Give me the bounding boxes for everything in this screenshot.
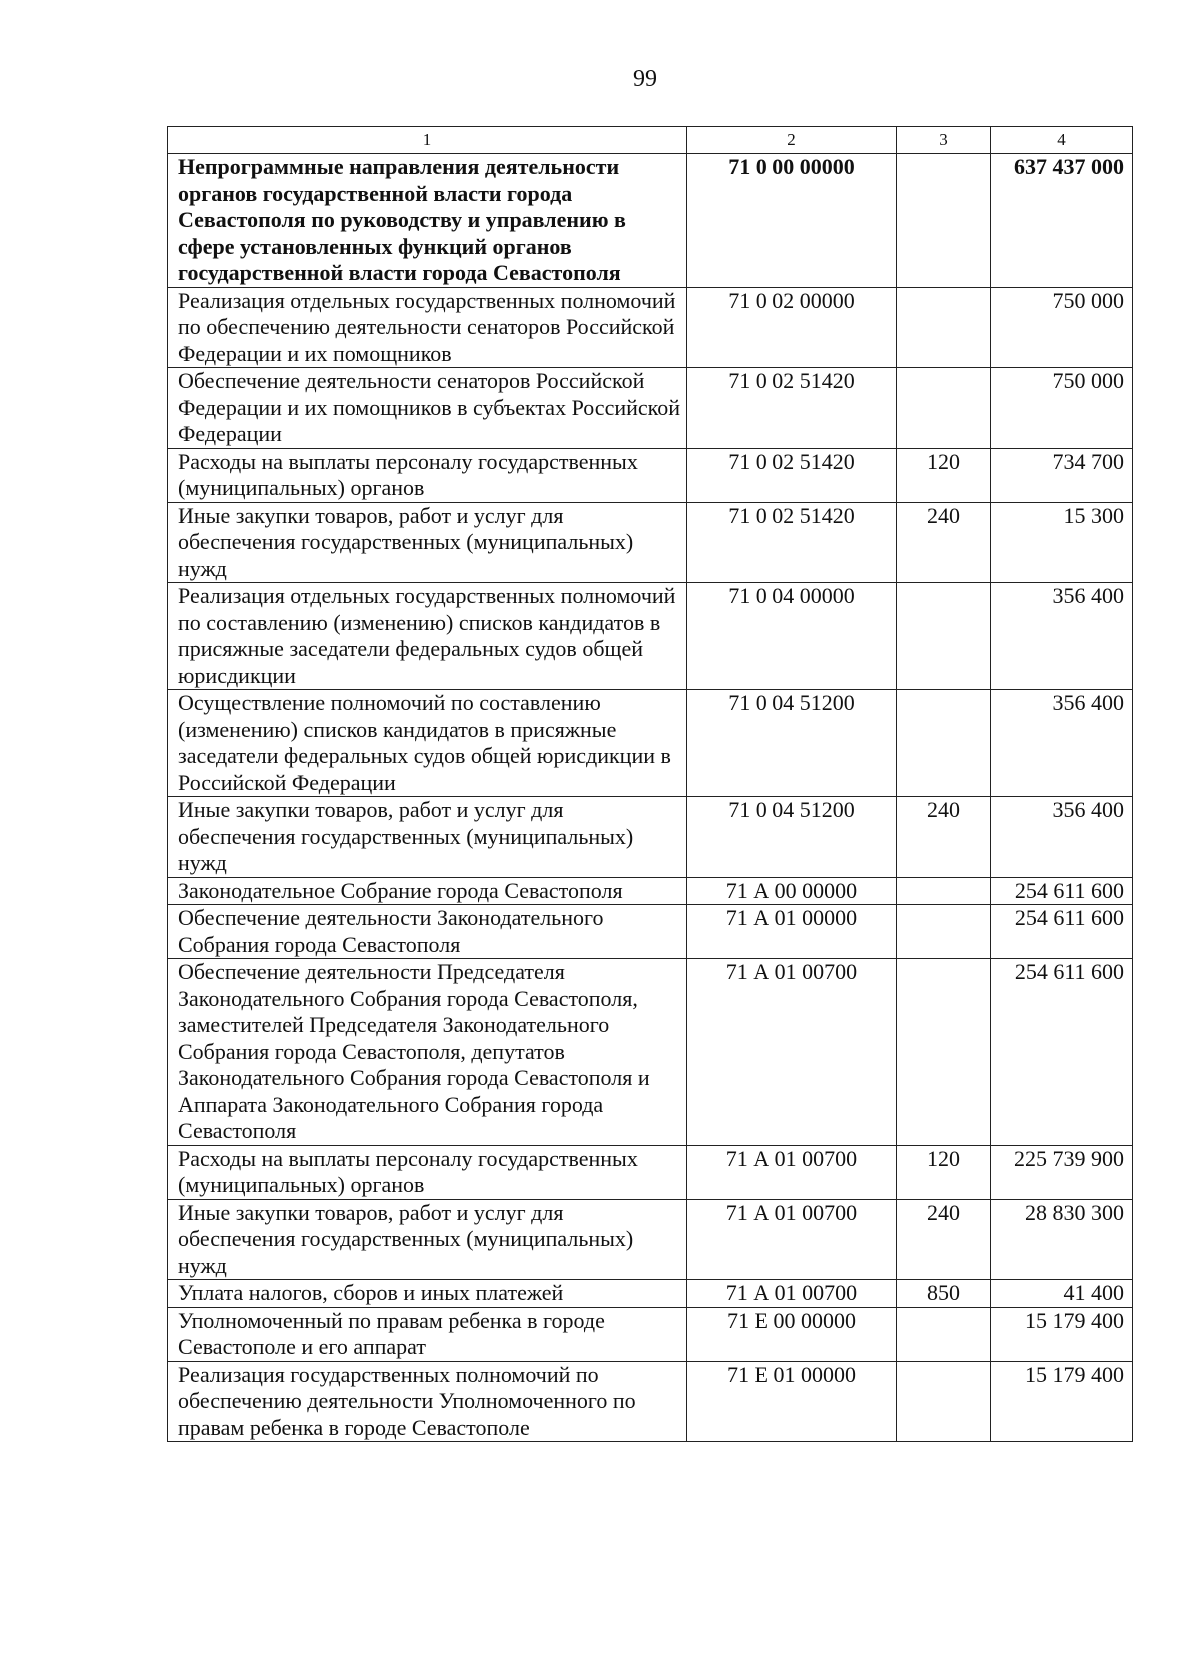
- header-col-1: 1: [168, 127, 687, 154]
- row-expense-type: [897, 1361, 991, 1442]
- row-amount: 254 611 600: [991, 877, 1133, 905]
- row-amount: 28 830 300: [991, 1199, 1133, 1280]
- table-row: [168, 1307, 1133, 1361]
- table-row: [168, 154, 1133, 288]
- row-amount: 225 739 900: [991, 1145, 1133, 1199]
- page-number: 99: [633, 66, 657, 92]
- row-amount: 15 300: [991, 502, 1133, 583]
- row-code: 71 0 02 51420: [687, 448, 897, 502]
- row-name: Обеспечение деятельности Законодательного Собрания города Севастополя: [168, 905, 687, 959]
- row-name: Непрограммные направления деятельности органов государственной власти города Севастополя по руководству и управлению в сфере установленных функций органов государственной власти города Севастополя: [168, 154, 687, 288]
- table-row: [168, 1145, 1133, 1199]
- row-code: 71 А 01 00000: [687, 905, 897, 959]
- row-expense-type: 120: [897, 448, 991, 502]
- row-code: 71 0 02 00000: [687, 287, 897, 368]
- table-row: [168, 1199, 1133, 1280]
- row-expense-type: [897, 287, 991, 368]
- row-expense-type: 240: [897, 502, 991, 583]
- row-code: 71 Е 01 00000: [687, 1361, 897, 1442]
- row-expense-type: [897, 154, 991, 288]
- row-code: 71 А 01 00700: [687, 959, 897, 1146]
- row-code: 71 А 01 00700: [687, 1280, 897, 1308]
- row-name: Уполномоченный по правам ребенка в городе Севастополе и его аппарат: [168, 1307, 687, 1361]
- row-code: 71 А 01 00700: [687, 1145, 897, 1199]
- row-amount: 637 437 000: [991, 154, 1133, 288]
- row-amount: 254 611 600: [991, 959, 1133, 1146]
- table-row: [168, 583, 1133, 690]
- table-row: [168, 502, 1133, 583]
- row-name: Реализация отдельных государственных полномочий по обеспечению деятельности сенаторов Российской Федерации и их помощников: [168, 287, 687, 368]
- row-expense-type: [897, 905, 991, 959]
- row-name: Уплата налогов, сборов и иных платежей: [168, 1280, 687, 1308]
- budget-table: [167, 126, 1133, 1442]
- row-code: 71 0 00 00000: [687, 154, 897, 288]
- row-amount: 734 700: [991, 448, 1133, 502]
- header-row: [168, 127, 1133, 154]
- row-code: 71 Е 00 00000: [687, 1307, 897, 1361]
- row-amount: 356 400: [991, 797, 1133, 878]
- header-col-4: 4: [991, 127, 1133, 154]
- row-code: 71 А 01 00700: [687, 1199, 897, 1280]
- row-name: Реализация государственных полномочий по обеспечению деятельности Уполномоченного по правам ребенка в городе Севастополе: [168, 1361, 687, 1442]
- row-name: Иные закупки товаров, работ и услуг для обеспечения государственных (муниципальных) нужд: [168, 502, 687, 583]
- header-col-2: 2: [687, 127, 897, 154]
- table-row: [168, 1361, 1133, 1442]
- row-amount: 15 179 400: [991, 1307, 1133, 1361]
- row-expense-type: [897, 877, 991, 905]
- row-expense-type: 120: [897, 1145, 991, 1199]
- row-name: Обеспечение деятельности сенаторов Российской Федерации и их помощников в субъектах Российской Федерации: [168, 368, 687, 449]
- row-name: Законодательное Собрание города Севастополя: [168, 877, 687, 905]
- row-code: 71 0 02 51420: [687, 502, 897, 583]
- row-expense-type: [897, 368, 991, 449]
- row-amount: 356 400: [991, 690, 1133, 797]
- row-expense-type: 240: [897, 797, 991, 878]
- row-expense-type: 850: [897, 1280, 991, 1308]
- row-expense-type: 240: [897, 1199, 991, 1280]
- row-amount: 15 179 400: [991, 1361, 1133, 1442]
- row-name: Обеспечение деятельности Председателя Законодательного Собрания города Севастополя, заместителей Председателя Законодательного Собрания города Севастополя, депутатов Законодательного Собрания города Севастополя и Аппарата Законодательного Собрания города Севастополя: [168, 959, 687, 1146]
- header-col-3: 3: [897, 127, 991, 154]
- row-amount: 254 611 600: [991, 905, 1133, 959]
- row-code: 71 0 04 00000: [687, 583, 897, 690]
- row-code: 71 0 04 51200: [687, 690, 897, 797]
- row-name: Реализация отдельных государственных полномочий по составлению (изменению) списков кандидатов в присяжные заседатели федеральных судов общей юрисдикции: [168, 583, 687, 690]
- row-amount: 41 400: [991, 1280, 1133, 1308]
- row-name: Расходы на выплаты персоналу государственных (муниципальных) органов: [168, 1145, 687, 1199]
- table-row: [168, 287, 1133, 368]
- row-amount: 750 000: [991, 287, 1133, 368]
- row-name: Осуществление полномочий по составлению (изменению) списков кандидатов в присяжные заседатели федеральных судов общей юрисдикции в Российской Федерации: [168, 690, 687, 797]
- row-expense-type: [897, 690, 991, 797]
- row-expense-type: [897, 583, 991, 690]
- row-amount: 356 400: [991, 583, 1133, 690]
- row-name: Расходы на выплаты персоналу государственных (муниципальных) органов: [168, 448, 687, 502]
- table-row: [168, 448, 1133, 502]
- row-code: 71 А 00 00000: [687, 877, 897, 905]
- row-expense-type: [897, 1307, 991, 1361]
- budget-table-body: [168, 154, 1133, 1442]
- table-row: [168, 877, 1133, 905]
- table-row: [168, 959, 1133, 1146]
- row-expense-type: [897, 959, 991, 1146]
- row-name: Иные закупки товаров, работ и услуг для обеспечения государственных (муниципальных) нужд: [168, 797, 687, 878]
- table-row: [168, 1280, 1133, 1308]
- table-row: [168, 797, 1133, 878]
- table-row: [168, 368, 1133, 449]
- row-amount: 750 000: [991, 368, 1133, 449]
- row-code: 71 0 04 51200: [687, 797, 897, 878]
- table-row: [168, 905, 1133, 959]
- row-code: 71 0 02 51420: [687, 368, 897, 449]
- row-name: Иные закупки товаров, работ и услуг для обеспечения государственных (муниципальных) нужд: [168, 1199, 687, 1280]
- table-row: [168, 690, 1133, 797]
